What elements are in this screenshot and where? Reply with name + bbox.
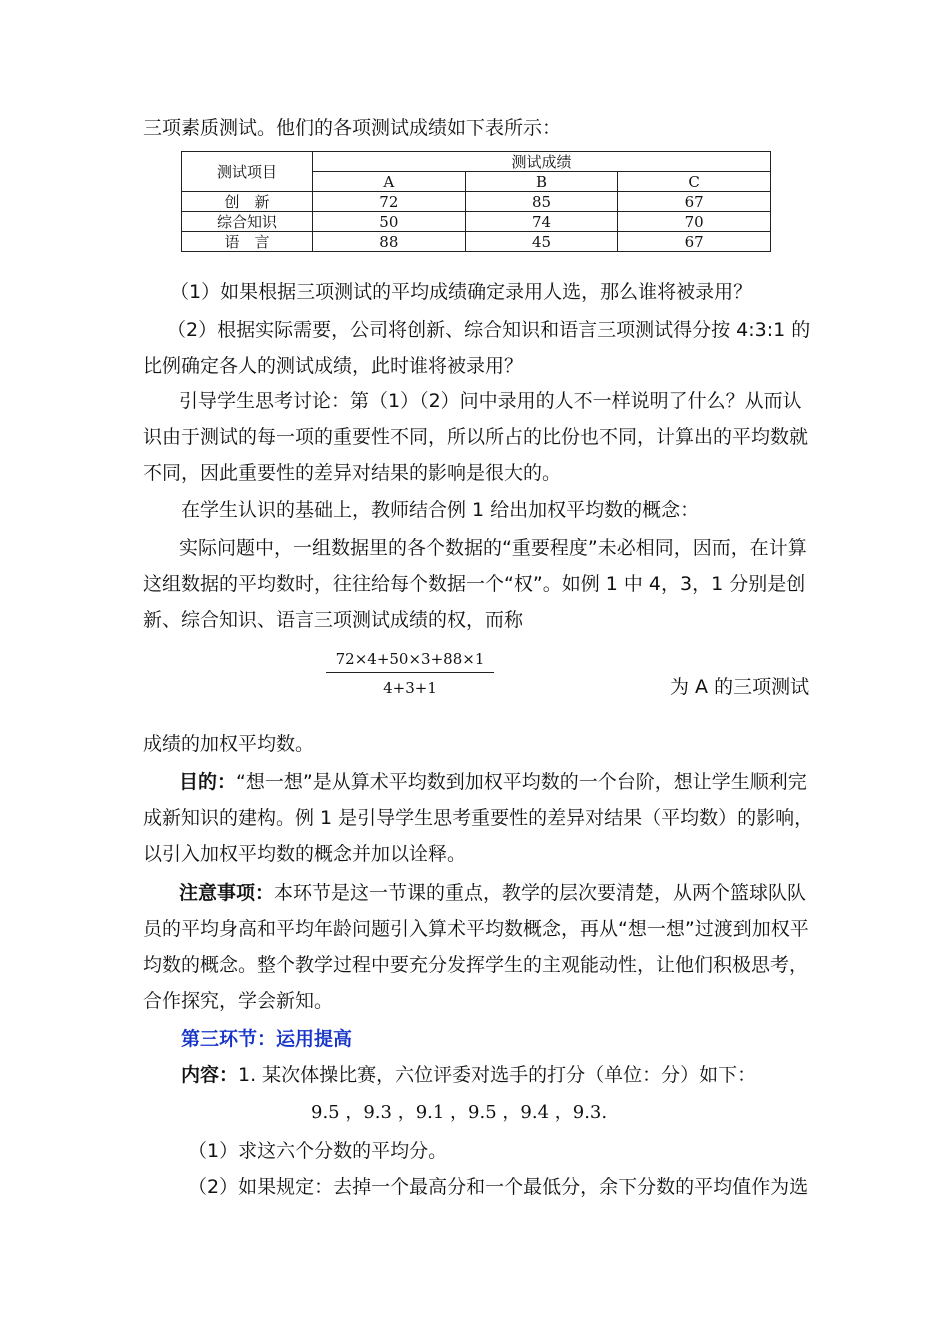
question-1: （1）如果根据三项测试的平均成绩确定录用人选，那么谁将被录用？ — [170, 281, 753, 303]
notes-paragraph — [143, 875, 815, 1019]
content-text: 1. 某次体操比赛，六位评委对选手的打分（单位：分）如下： — [238, 1064, 757, 1086]
table-row — [182, 192, 771, 212]
row-item: 创 新 — [182, 192, 313, 212]
table-cell: 45 — [465, 232, 618, 252]
formula-denominator: 4+3+1 — [383, 679, 437, 697]
table-cell: 70 — [618, 212, 771, 232]
table-cell: 67 — [618, 192, 771, 212]
group-header: 测试成绩 — [313, 152, 771, 172]
candidate-b-header: B — [465, 172, 618, 192]
table-cell: 67 — [618, 232, 771, 252]
row-item: 语 言 — [182, 232, 313, 252]
candidate-a-header: A — [313, 172, 466, 192]
scores-line: 9.5 ，9.3 ，9.1 ，9.5 ，9.4 ，9.3. — [311, 1102, 608, 1123]
purpose-label: 目的： — [179, 771, 237, 793]
table-row — [182, 212, 771, 232]
table-row — [182, 232, 771, 252]
formula-continuation: 成绩的加权平均数。 — [143, 733, 315, 755]
weighted-formula — [326, 650, 494, 697]
purpose-text: “想一想”是从算术平均数到加权平均数的一个台阶，想让学生顺利完成新知识的建构。例 1 是引导学生思考重要性的差异对结果（平均数）的影响，以引入加权平均数的概念并加以诠释。 — [143, 771, 814, 865]
content-label: 内容： — [181, 1064, 239, 1086]
table-cell: 50 — [313, 212, 466, 232]
guide-paragraph: 引导学生思考讨论：第（1）（2）问中录用的人不一样说明了什么？从而认识由于测试的每一项的重要性不同，所以所占的比份也不同，计算出的平均数就不同，因此重要性的差异对结果的影响是很大的。 — [143, 390, 809, 484]
content-line — [181, 1062, 756, 1088]
intro-line: 三项素质测试。他们的各项测试成绩如下表所示： — [143, 117, 562, 139]
score-table — [181, 151, 771, 252]
notes-text: 本环节是这一节课的重点，教学的层次要清楚，从两个篮球队队员的平均身高和平均年龄问题引入算术平均数概念，再从“想一想”过渡到加权平均数的概念。整个教学过程中要充分发挥学生的主观能动性，让他们积极思考，合作探究，学会新知。 — [143, 882, 809, 1012]
concept-body: 实际问题中，一组数据里的各个数据的“重要程度”未必相同，因而，在计算这组数据的平均数时，往往给每个数据一个“权”。如例 1 中 4，3，1 分别是创新、综合知识、语言三项测试成绩的权，而称 — [143, 537, 807, 631]
row-header: 测试项目 — [182, 152, 313, 192]
sub-question-2: （2）如果规定：去掉一个最高分和一个最低分，余下分数的平均值作为选 — [188, 1176, 809, 1198]
table-cell: 88 — [313, 232, 466, 252]
table-cell: 74 — [465, 212, 618, 232]
table-cell: 85 — [465, 192, 618, 212]
table-cell: 72 — [313, 192, 466, 212]
sub-question-1: （1）求这六个分数的平均分。 — [188, 1140, 448, 1162]
formula-numerator: 72×4+50×3+88×1 — [326, 650, 494, 673]
section-heading: 第三环节：运用提高 — [181, 1028, 353, 1050]
concept-intro: 在学生认识的基础上，教师结合例 1 给出加权平均数的概念： — [181, 499, 700, 521]
question-2: （2）根据实际需要，公司将创新、综合知识和语言三项测试得分按 4:3:1 的比例确定各人的测试成绩，此时谁将被录用？ — [143, 319, 811, 377]
purpose-paragraph — [143, 764, 815, 872]
notes-label: 注意事项： — [179, 882, 275, 904]
formula-tail: 为 A 的三项测试 — [670, 676, 810, 698]
row-item: 综合知识 — [182, 212, 313, 232]
candidate-c-header: C — [618, 172, 771, 192]
